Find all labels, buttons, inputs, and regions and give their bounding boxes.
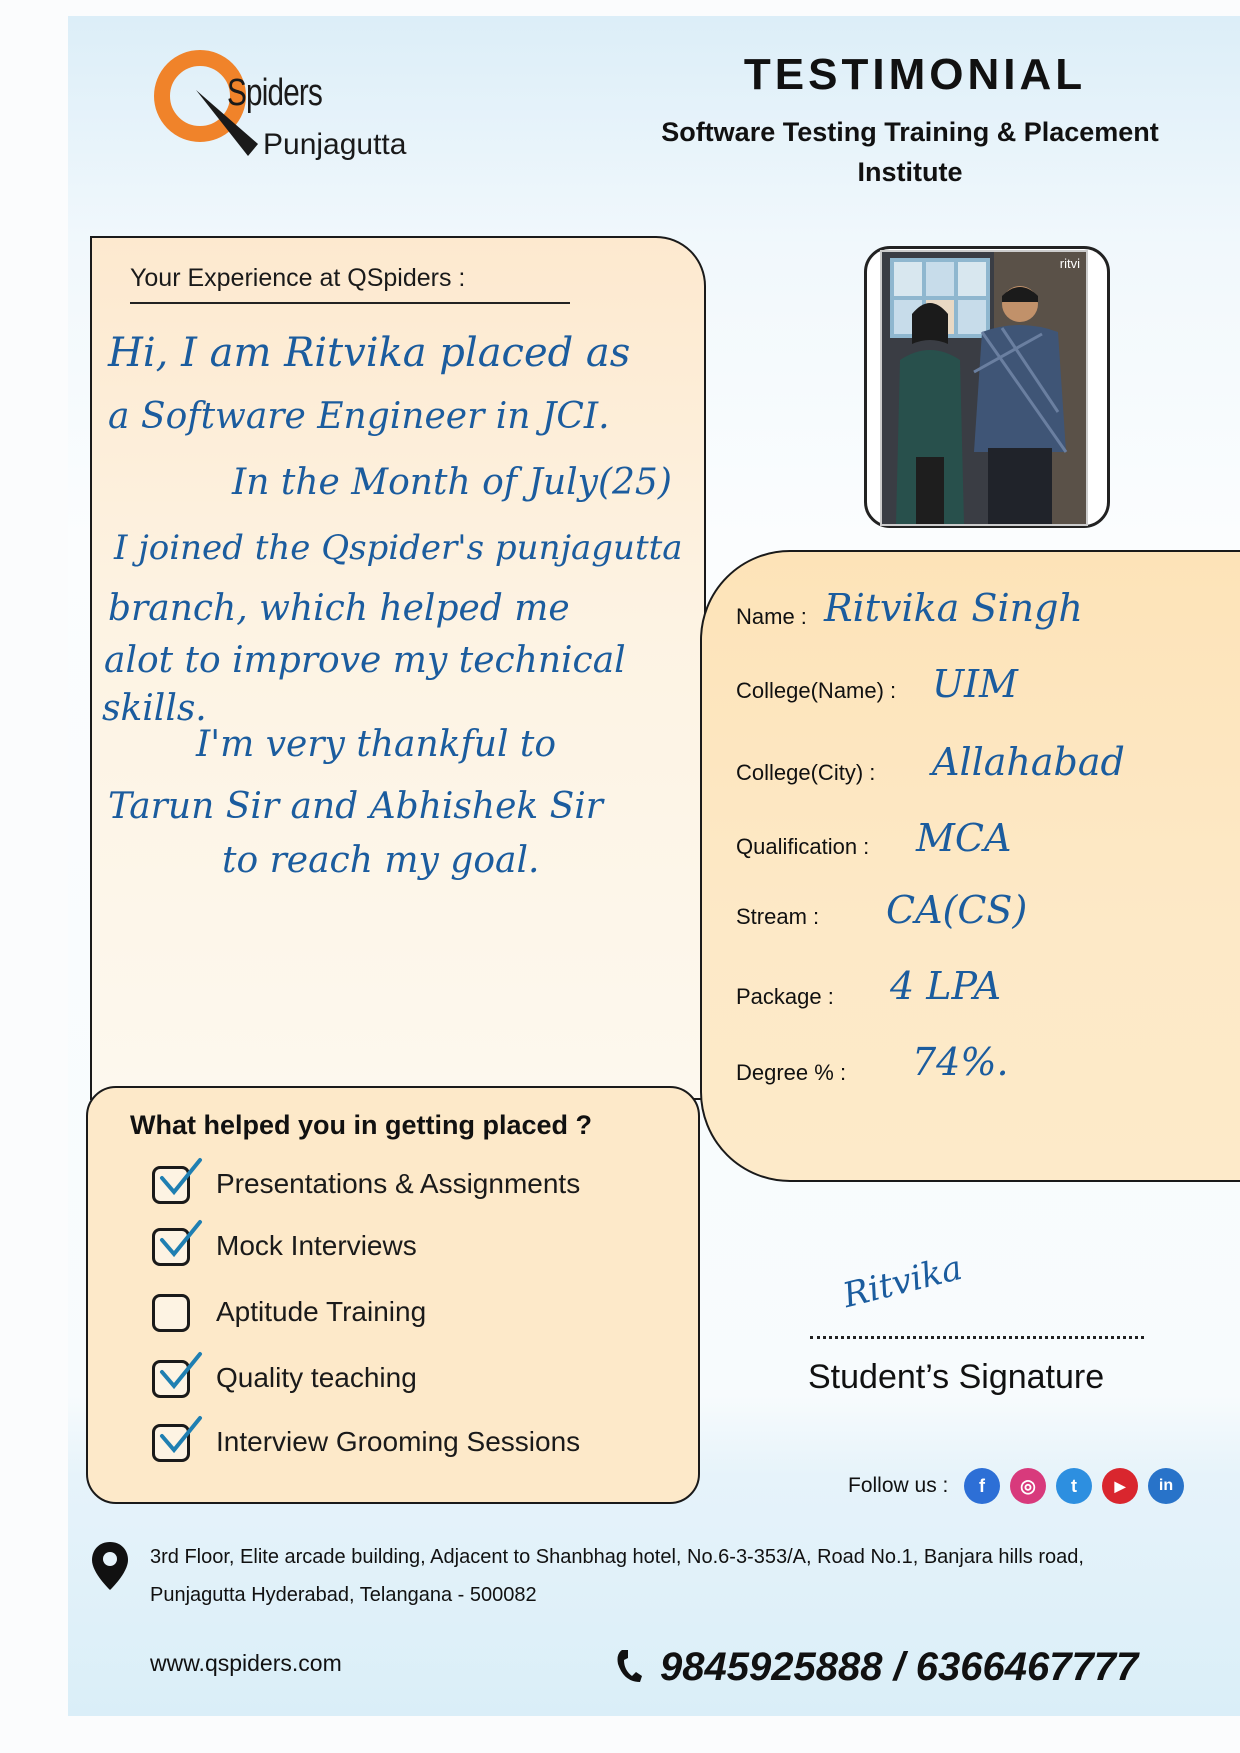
handwritten-line: I joined the Qspider's punjagutta bbox=[114, 528, 683, 568]
checkmark-icon bbox=[154, 1346, 204, 1396]
page-subtitle bbox=[610, 112, 1210, 192]
address-line: 3rd Floor, Elite arcade building, Adjacent to Shanbhag hotel, No.6-3-353/A, Road No.1, Banjara hills road, bbox=[150, 1546, 1084, 1568]
handwritten-line: alot to improve my technical bbox=[104, 640, 626, 681]
handwritten-line: branch, which helped me bbox=[108, 588, 570, 629]
field-label-college-name: College(Name) : bbox=[736, 678, 897, 703]
website-link[interactable]: www.qspiders.com bbox=[150, 1650, 342, 1676]
twitter-icon[interactable]: t bbox=[1056, 1468, 1092, 1504]
field-value-package: 4 LPA bbox=[890, 964, 1002, 1008]
handwritten-signature: Ritvika bbox=[838, 1247, 967, 1317]
field-value-college-name: UIM bbox=[932, 662, 1018, 706]
subtitle-line: Institute bbox=[857, 157, 963, 187]
page-title: TESTIMONIAL bbox=[743, 50, 1087, 99]
phone-numbers[interactable]: 9845925888 / 6366467777 bbox=[660, 1645, 1139, 1689]
location-pin-icon bbox=[90, 1540, 130, 1592]
handwritten-line: I'm very thankful to bbox=[196, 724, 557, 765]
signature-line bbox=[810, 1336, 1144, 1339]
instagram-icon[interactable]: ◎ bbox=[1010, 1468, 1046, 1504]
branch-name: Punjagutta bbox=[263, 128, 407, 161]
field-label-degree: Degree % : bbox=[736, 1060, 847, 1085]
handwritten-line: to reach my goal. bbox=[222, 840, 540, 881]
handwritten-line: In the Month of July(25) bbox=[232, 462, 672, 503]
field-value-name: Ritvika Singh bbox=[824, 586, 1083, 630]
facebook-icon[interactable]: f bbox=[964, 1468, 1000, 1504]
field-label-stream: Stream : bbox=[736, 904, 820, 929]
field-label-name: Name : bbox=[736, 604, 807, 629]
what-helped-title: What helped you in getting placed ? bbox=[130, 1110, 593, 1140]
signature-label: Student’s Signature bbox=[808, 1358, 1105, 1396]
field-label-package: Package : bbox=[736, 984, 834, 1009]
subtitle-line: Software Testing Training & Placement bbox=[661, 117, 1159, 147]
checklist-label: Presentations & Assignments bbox=[216, 1168, 581, 1199]
checkmark-icon bbox=[154, 1152, 204, 1202]
handwritten-line: Hi, I am Ritvika placed as bbox=[108, 330, 631, 376]
checklist-label: Mock Interviews bbox=[216, 1230, 417, 1261]
address-block bbox=[150, 1538, 1084, 1614]
field-value-stream: CA(CS) bbox=[886, 888, 1028, 932]
experience-underline bbox=[130, 302, 570, 304]
handwritten-line: a Software Engineer in JCI. bbox=[108, 396, 610, 437]
checkmark-icon bbox=[154, 1410, 204, 1460]
field-label-college-city: College(City) : bbox=[736, 760, 876, 785]
student-details-panel bbox=[700, 550, 1240, 1182]
field-value-qualification: MCA bbox=[916, 816, 1012, 860]
field-value-degree: 74%. bbox=[912, 1040, 1009, 1084]
follow-us-label: Follow us : bbox=[848, 1474, 949, 1497]
student-photo bbox=[880, 250, 1088, 526]
handwritten-line: Tarun Sir and Abhishek Sir bbox=[108, 786, 604, 827]
field-value-college-city: Allahabad bbox=[932, 740, 1125, 784]
photo-illustration bbox=[882, 252, 1086, 524]
youtube-icon[interactable]: ▶ bbox=[1102, 1468, 1138, 1504]
address-line: Punjagutta Hyderabad, Telangana - 500082 bbox=[150, 1584, 537, 1606]
checkbox-unchecked bbox=[152, 1294, 190, 1332]
photo-caption: ritvi bbox=[1059, 256, 1080, 271]
checklist-label: Interview Grooming Sessions bbox=[216, 1426, 581, 1457]
experience-label: Your Experience at QSpiders : bbox=[130, 264, 466, 292]
handwritten-line: skills. bbox=[102, 688, 207, 729]
linkedin-icon[interactable]: in bbox=[1148, 1468, 1184, 1504]
checklist-label: Aptitude Training bbox=[216, 1296, 427, 1327]
checklist-label: Quality teaching bbox=[216, 1362, 417, 1393]
field-label-qualification: Qualification : bbox=[736, 834, 870, 859]
checkmark-icon bbox=[154, 1214, 204, 1264]
phone-icon bbox=[614, 1648, 644, 1684]
logo-word: Spiders bbox=[227, 72, 323, 114]
